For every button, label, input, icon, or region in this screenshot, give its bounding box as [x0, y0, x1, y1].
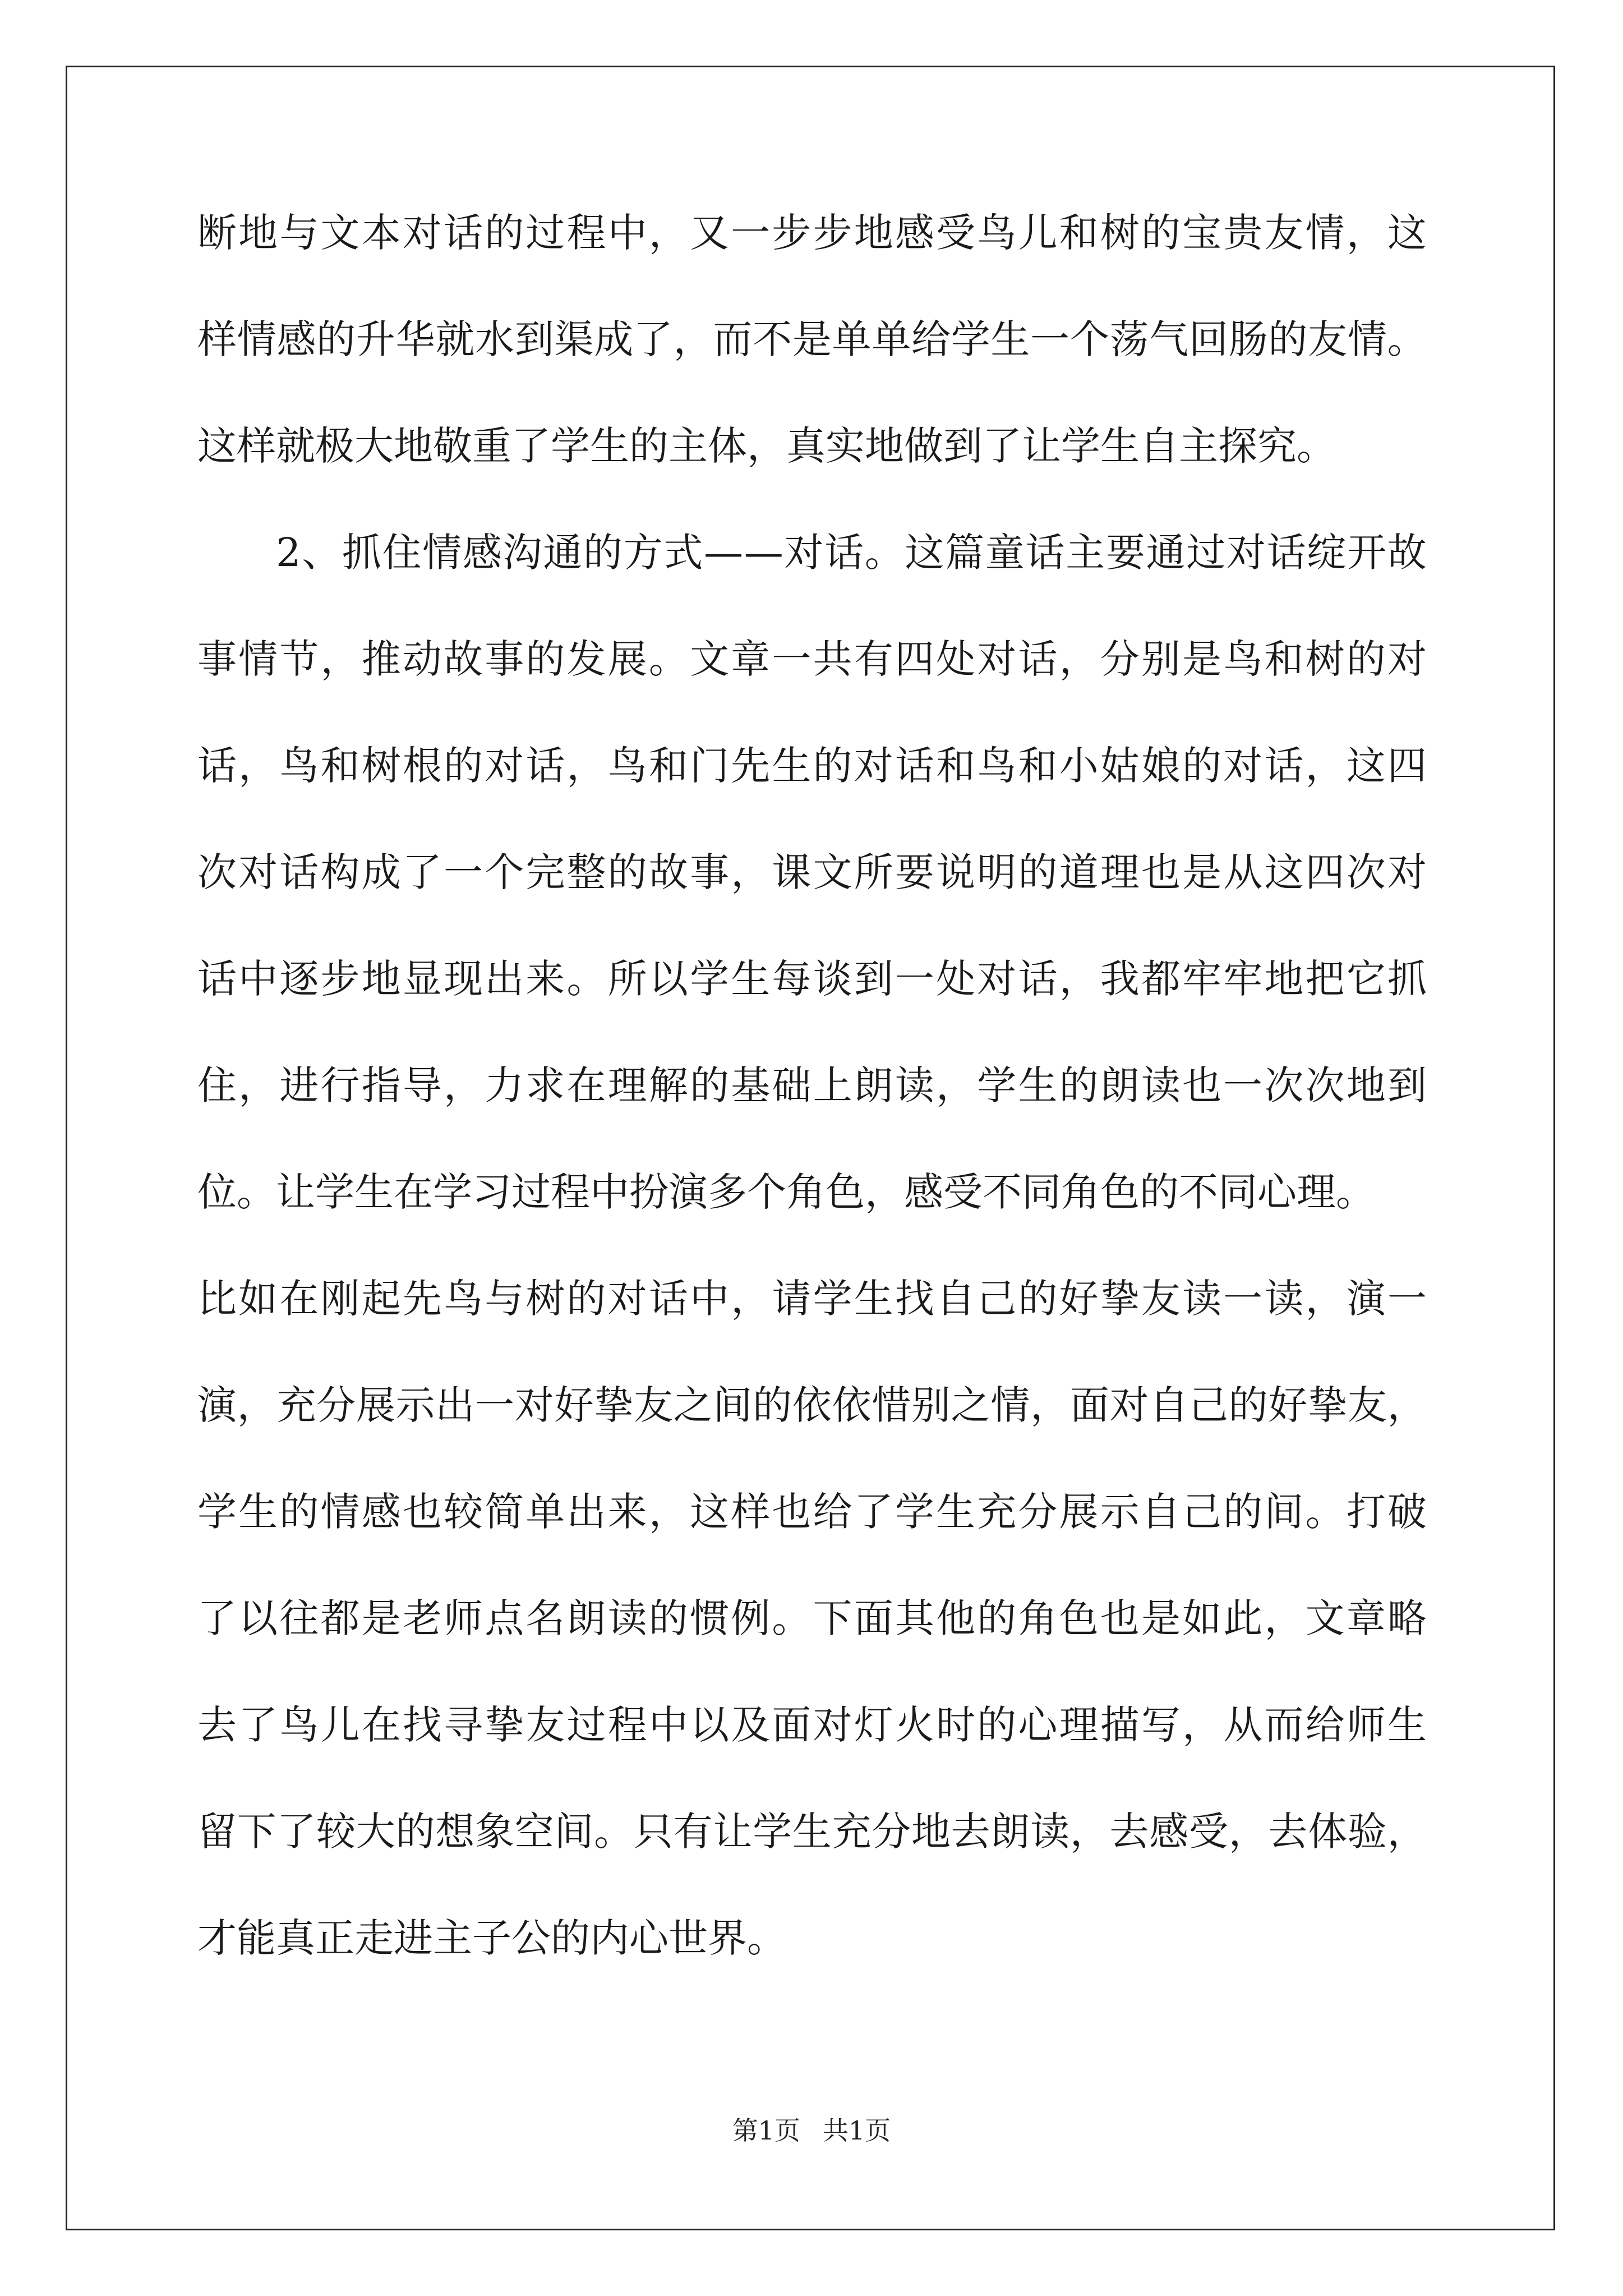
text-line: 演 ， 充 分 展 示 出 一 对 好 挚 友 之 间 的 依 依 惜 别 之 情 ， 面 对 自 己 的 好 挚 友 ， [197, 1382, 1427, 1428]
text-line: 比 如 在 刚 起 先 鸟 与 树 的 对 话 中 ， 请 学 生 找 自 己 的 好 挚 友 读 一 读 ， 演 一 [197, 1276, 1427, 1322]
text-line: 事 情 节 ， 推 动 故 事 的 发 展 。 文 章 一 共 有 四 处 对 话 ， 分 别 是 鸟 和 树 的 对 [197, 636, 1427, 682]
text-line: 2 、 抓 住 情 感 沟 通 的 方 式 — — 对 话 。 这 篇 童 话 主 要 通 过 对 话 绽 开 故 [276, 530, 1427, 576]
text-line: 次 对 话 构 成 了 一 个 完 整 的 故 事 ， 课 文 所 要 说 明 的 道 理 也 是 从 这 四 次 对 [197, 849, 1427, 895]
text-line: 断 地 与 文 本 对 话 的 过 程 中 ， 又 一 步 步 地 感 受 鸟 儿 和 树 的 宝 贵 友 情 ， 这 [197, 210, 1427, 256]
text-line: 了 以 往 都 是 老 师 点 名 朗 读 的 惯 例 。 下 面 其 他 的 角 色 也 是 如 此 ， 文 章 略 [197, 1595, 1427, 1641]
text-line: 样 情 感 的 升 华 就 水 到 渠 成 了 ， 而 不 是 单 单 给 学 生 一 个 荡 气 回 肠 的 友 情 。 [197, 316, 1427, 362]
page-number: 第1页 [732, 2115, 800, 2146]
text-line: 才能真正走进主子公的内心世界。 [197, 1915, 786, 1961]
text-line: 去 了 鸟 儿 在 找 寻 挚 友 过 程 中 以 及 面 对 灯 火 时 的 心 理 描 写 ， 从 而 给 师 生 [197, 1702, 1427, 1748]
text-line: 留 下 了 较 大 的 想 象 空 间 。 只 有 让 学 生 充 分 地 去 朗 读 ， 去 感 受 ， 去 体 验 ， [197, 1809, 1427, 1855]
document-body [197, 210, 1427, 2025]
text-line: 学 生 的 情 感 也 较 简 单 出 来 ， 这 样 也 给 了 学 生 充 分 展 示 自 己 的 间 。 打 破 [197, 1489, 1427, 1535]
text-line: 话 中 逐 步 地 显 现 出 来 。 所 以 学 生 每 谈 到 一 处 对 话 ， 我 都 牢 牢 地 把 它 抓 [197, 956, 1427, 1002]
text-line: 话 ， 鸟 和 树 根 的 对 话 ， 鸟 和 门 先 生 的 对 话 和 鸟 和 小 姑 娘 的 对 话 ， 这 四 [197, 743, 1427, 789]
page-footer [0, 2115, 1623, 2146]
text-line: 住 ， 进 行 指 导 ， 力 求 在 理 解 的 基 础 上 朗 读 ， 学 生 的 朗 读 也 一 次 次 地 到 [197, 1062, 1427, 1108]
page-total: 共1页 [823, 2115, 891, 2146]
text-line: 位。让学生在学习过程中扮演多个角色，感受不同角色的不同心理。 [197, 1169, 1375, 1215]
text-line: 这样就极大地敬重了学生的主体，真实地做到了让学生自主探究。 [197, 423, 1336, 469]
